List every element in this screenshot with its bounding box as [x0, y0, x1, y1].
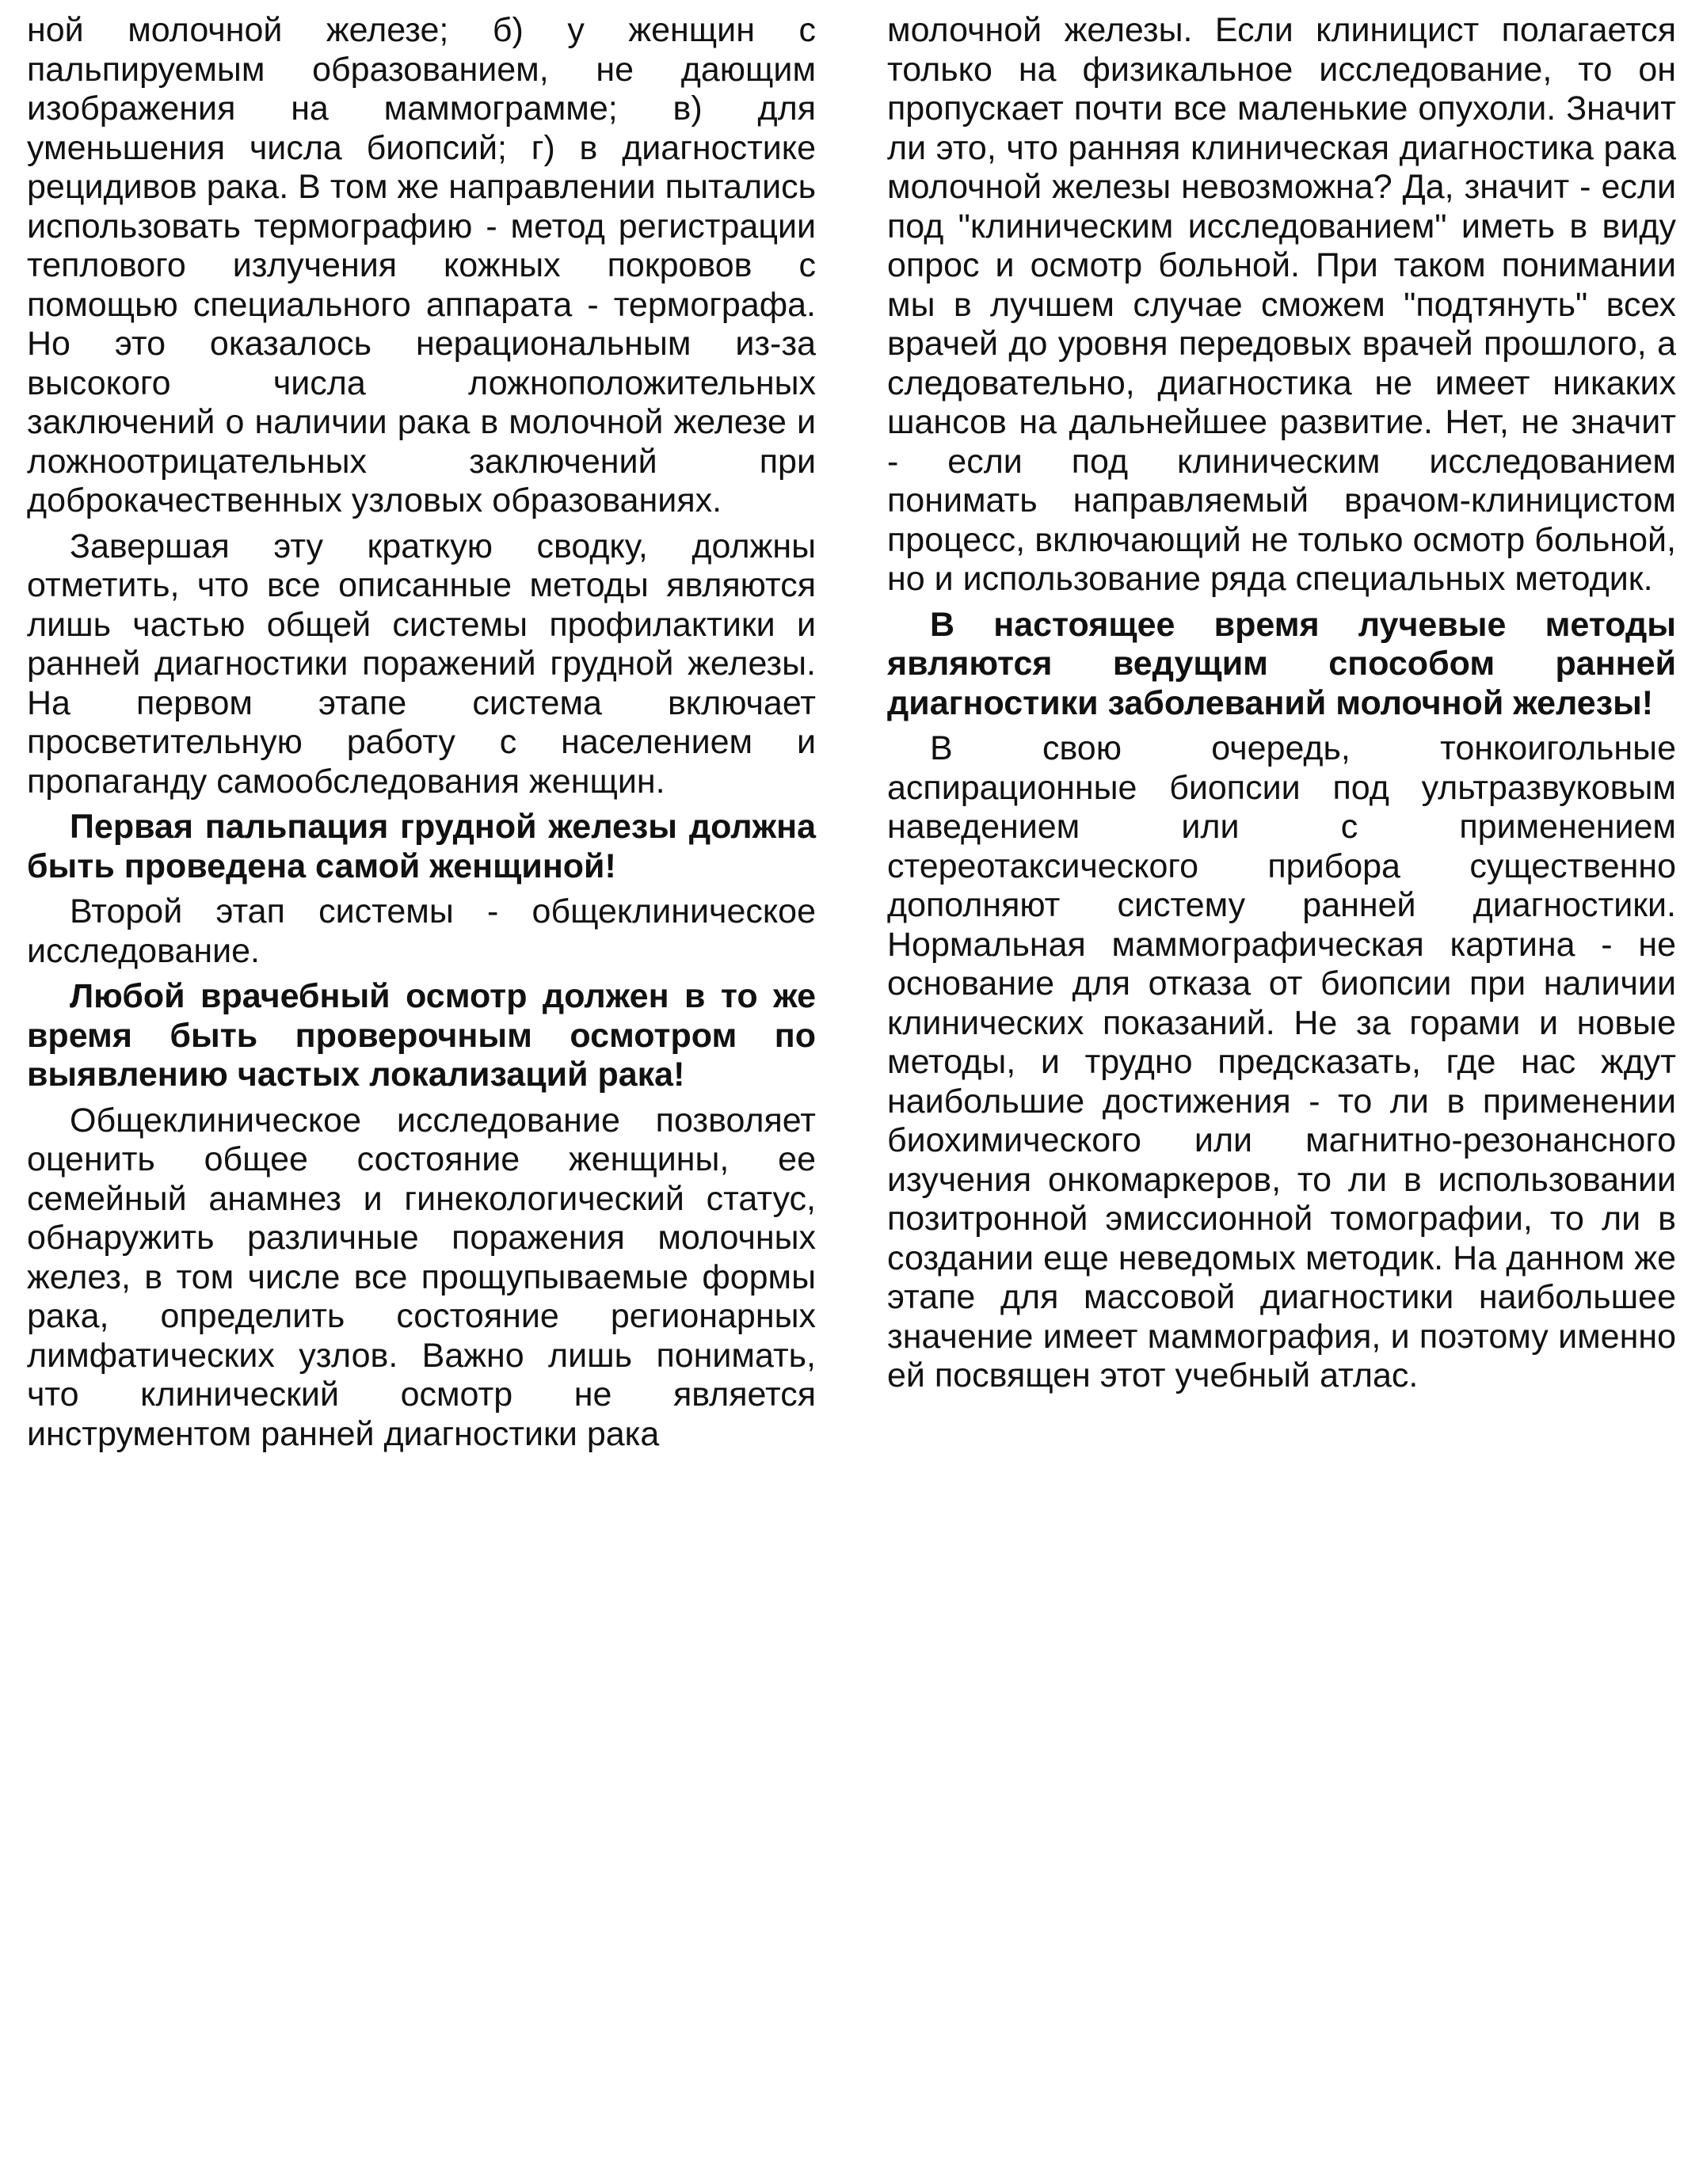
- paragraph-thermography: ной молочной железе; б) у женщин с пальпируемым образованием, не дающим изображения на маммограмме; в) для уменьшения числа биопсий; г) в диагностике рецидивов рака. В том же направлении пытались использовать термографию - метод регистрации теплового излучения кожных покровов с помощью специального аппарата - термографа. Но это оказалось нерациональным из-за высокого числа ложноположительных заключений о наличии рака в молочной железе и ложноотрицательных заключений при доброкачественных узловых образованиях.: [27, 11, 816, 519]
- right-column: [887, 11, 1676, 1396]
- callout-radiology-methods: В настоящее время лучевые методы являются ведущим способом ранней диагностики заболеваний молочной железы!: [887, 605, 1676, 722]
- paragraph-summary: Завершая эту краткую сводку, должны отметить, что все описанные методы являются лишь частью общей системы профилактики и ранней диагностики поражений грудной железы. На первом этапе система включает просветительную работу с населением и пропаганду самообследования женщин.: [27, 527, 816, 801]
- callout-doctor-exam: Любой врачебный осмотр должен в то же время быть проверочным осмотром по выявлению частых локализаций рака!: [27, 977, 816, 1094]
- paragraph-clinician: молочной железы. Если клиницист полагается только на физикальное исследование, то он пропускает почти все маленькие опухоли. Значит ли это, что ранняя клиническая диагностика рака молочной железы невозможна? Да, значит - если под "клиническим исследованием" иметь в виду опрос и осмотр больной. При таком понимании мы в лучшем случае сможем "подтянуть" всех врачей до уровня передовых врачей прошлого, а следовательно, диагностика не имеет никаких шансов на дальнейшее развитие. Нет, не значит - если под клиническим исследованием понимать направляемый врачом-клиницистом процесс, включающий не только осмотр больной, но и использование ряда специальных методик.: [887, 11, 1676, 598]
- paragraph-second-stage: Второй этап системы - общеклиническое исследование.: [27, 892, 816, 970]
- paragraph-clinical-exam: Общеклиническое исследование позволяет оценить общее состояние женщины, ее семейный анамнез и гинекологический статус, обнаружить различные поражения молочных желез, в том числе все прощупываемые формы рака, определить состояние регионарных лимфатических узлов. Важно лишь понимать, что клинический осмотр не является инструментом ранней диагностики рака: [27, 1101, 816, 1453]
- callout-self-palpation: Первая пальпация грудной железы должна быть проведена самой женщиной!: [27, 808, 816, 885]
- paragraph-biopsy: В свою очередь, тонкоигольные аспирационные биопсии под ультразвуковым наведением или с применением стереотаксического прибора существенно дополняют систему ранней диагностики. Нормальная маммографическая картина - не основание для отказа от биопсии при наличии клинических показаний. Не за горами и новые методы, и трудно предсказать, где нас ждут наибольшие достижения - то ли в применении биохимического или магнитно-резонансного изучения онкомаркеров, то ли в использовании позитронной эмиссионной томографии, то ли в создании еще неведомых методик. На данном же этапе для массовой диагностики наибольшее значение имеет маммография, и поэтому именно ей посвящен этот учебный атлас.: [887, 729, 1676, 1394]
- left-column: [27, 11, 816, 1454]
